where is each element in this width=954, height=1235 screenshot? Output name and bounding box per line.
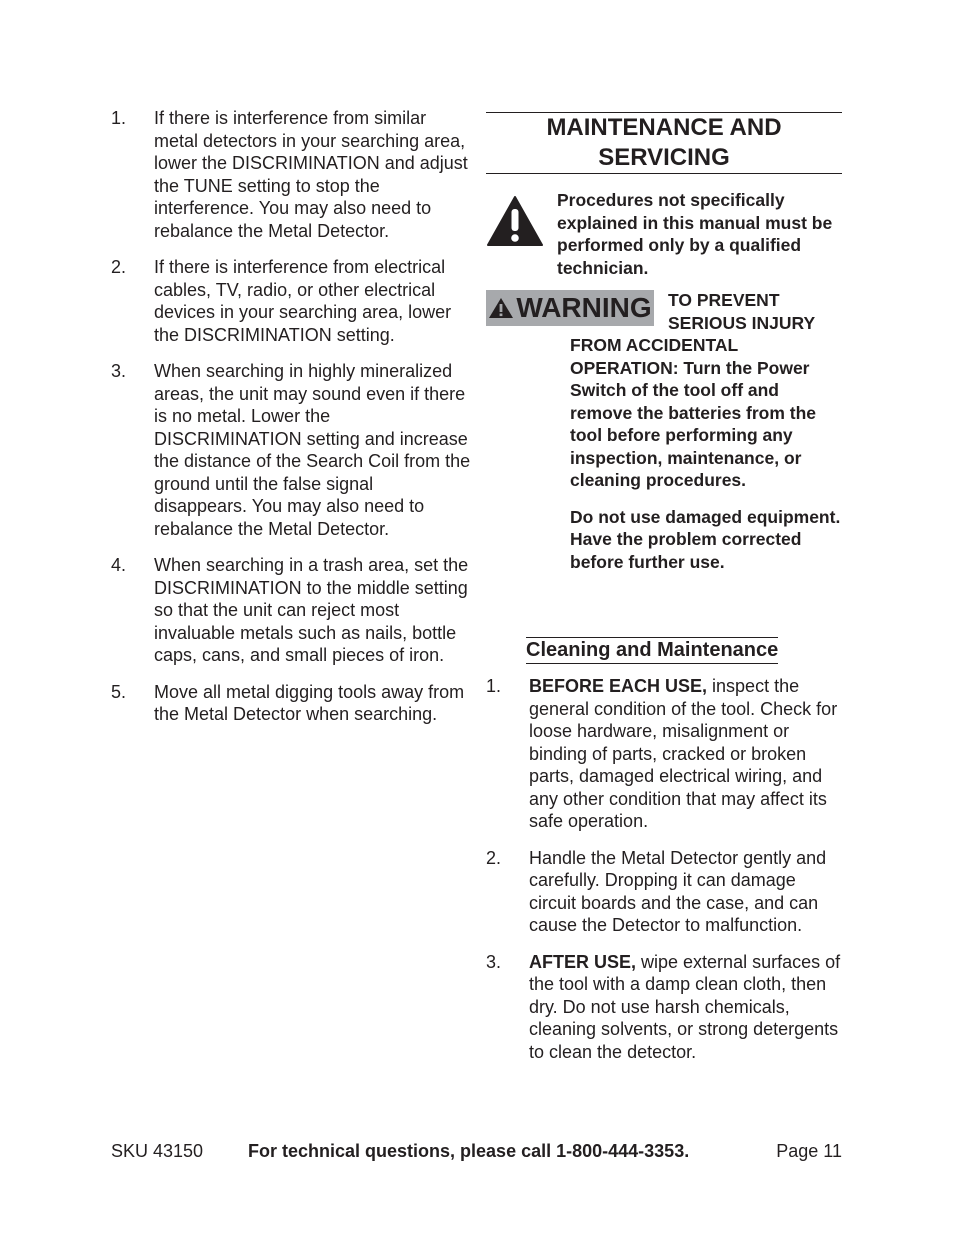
list-item-text: When searching in highly mineralized areas, the unit may sound even if there is no metal. Lower the DISCRIMINATION setting and increase the distance of the Search Coil from the ground until the false signal disappears. You may also need to rebalance the Metal Detector. [154, 361, 471, 539]
maintenance-section [486, 112, 842, 1062]
list-item: 3. When searching in highly mineralized areas, the unit may sound even if there is no metal. Lower the DISCRIMINATION setting and increase the distance of the Search Coil from the ground until the false signal disappears. You may also need to rebalance the Metal Detector. [111, 361, 471, 539]
caution-text: Procedures not specifically explained in this manual must be performed only by a qualified technician. [557, 190, 833, 278]
warning-lead: TO PREVENT SERIOUS INJURY [668, 290, 816, 333]
cleaning-list [486, 675, 842, 1077]
warning-badge: WARNING [486, 290, 654, 326]
section-title: MAINTENANCE AND SERVICING [486, 112, 842, 174]
list-item-text: If there is interference from electrical cables, TV, radio, or other electrical devices in your searching area, lower the DISCRIMINATION setting. [154, 257, 452, 345]
list-item: 2. If there is interference from electrical cables, TV, radio, or other electrical devices in your searching area, lower the DISCRIMINATION setting. [111, 257, 452, 345]
list-item-text: If there is interference from similar metal detectors in your searching area, lower the DISCRIMINATION and adjust the TUNE setting to stop the interference. You may also need to rebalance the Metal Detector. [154, 108, 468, 241]
page-number: Page 11 [776, 1141, 842, 1161]
list-item: 5. Move all metal digging tools away from the Metal Detector when searching. [111, 681, 465, 724]
warning-body: FROM ACCIDENTAL OPERATION: Turn the Power Switch of the tool off and remove the batteries from the tool before performing any inspection, maintenance, or cleaning procedures. Do not use damaged equipment. Have the problem corrected before further use. [570, 335, 841, 572]
list-item-text: When searching in a trash area, set the DISCRIMINATION to the middle setting so that the unit can reject most invaluable metals such as nails, bottle caps, cans, and small pieces of iron. [154, 555, 469, 665]
exclamation-triangle-icon [486, 195, 544, 247]
troubleshooting-list [111, 107, 471, 740]
sku-label: SKU 43150 [111, 1141, 204, 1161]
list-item: 4. When searching in a trash area, set the DISCRIMINATION to the middle setting so that the unit can reject most invaluable metals such as nails, bottle caps, cans, and small pieces of iron. [111, 555, 469, 665]
list-item-text: Move all metal digging tools away from the Metal Detector when searching. [154, 681, 465, 724]
list-item: 3. AFTER USE, wipe external surfaces of the tool with a damp clean cloth, then dry. Do not use harsh chemicals, cleaning solvents, or strong detergents to clean the detector. [486, 951, 841, 1062]
list-item: 2. Handle the Metal Detector gently and carefully. Dropping it can damage circuit boards and the case, and can cause the Detector to malfunction. [486, 847, 827, 935]
caution-notice [486, 189, 842, 277]
cleaning-title: Cleaning and Maintenance [526, 637, 778, 664]
tech-support-text: For technical questions, please call 1-800-444-3353. [248, 1141, 690, 1161]
list-item: 1. BEFORE EACH USE, inspect the general condition of the tool. Check for loose hardware, misalignment or binding of parts, cracked or broken parts, damaged electrical wiring, and any other condition that may affect its safe operation. [486, 676, 838, 831]
list-item: 1. If there is interference from similar metal detectors in your searching area, lower the DISCRIMINATION and adjust the TUNE setting to stop the interference. You may also need to rebalance the Metal Detector. [111, 108, 468, 241]
warning-triangle-icon [488, 297, 514, 319]
